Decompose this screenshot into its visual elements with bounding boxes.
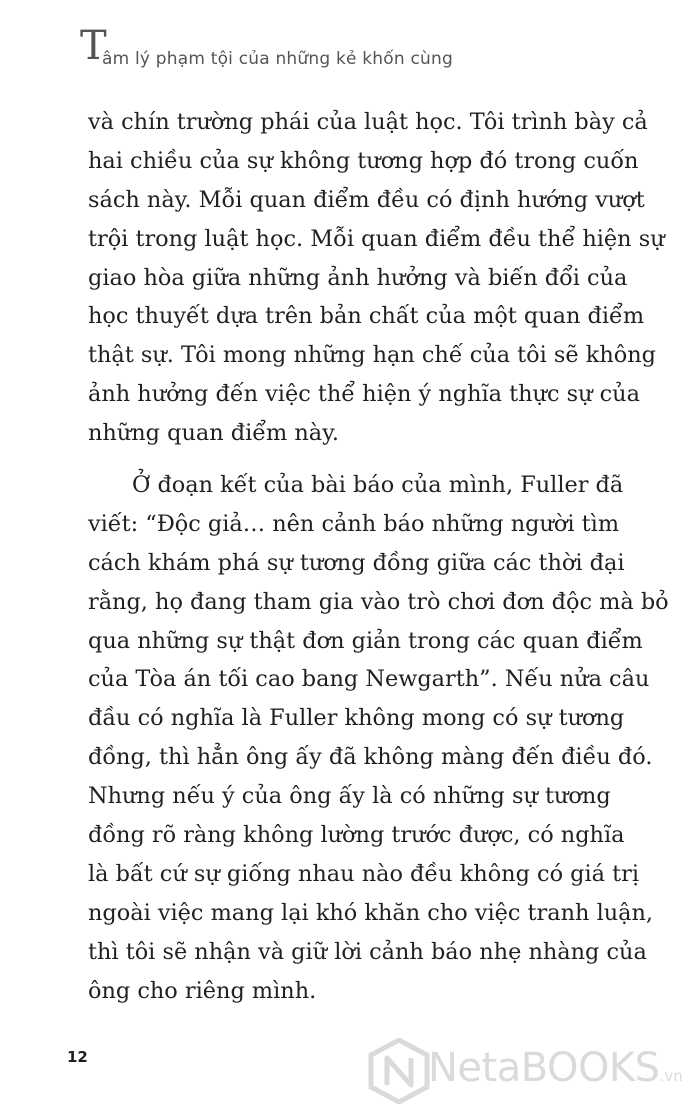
text-line: ảnh hưởng đến việc thể hiện ý nghĩa thực sự của: [88, 381, 640, 408]
text-line: qua những sự thật đơn giản trong các quan điểm: [88, 627, 643, 654]
text-line: viết: “Độc giả… nên cảnh báo những người tìm: [88, 510, 620, 537]
watermark-brand: NetaBOOKS: [428, 1045, 660, 1091]
text-line: giao hòa giữa những ảnh hưởng và biến đổi của: [88, 264, 628, 291]
text-line: của Tòa án tối cao bang Newgarth”. Nếu nửa câu: [88, 666, 650, 693]
text-line: hai chiều của sự không tương hợp đó trong cuốn: [88, 147, 639, 174]
text-line: ông cho riêng mình.: [88, 977, 317, 1004]
page-body: [88, 103, 669, 1010]
text-line: Nhưng nếu ý của ông ấy là có những sự tương: [88, 783, 611, 810]
text-line: đồng, thì hẳn ông ấy đã không màng đến điều đó.: [88, 744, 653, 771]
text-line: trội trong luật học. Mỗi quan điểm đều thể hiện sự: [88, 225, 665, 252]
watermark: [368, 1034, 698, 1104]
text-line: sách này. Mỗi quan điểm đều có định hướng vượt: [88, 186, 645, 213]
running-header-title: âm lý phạm tội của những kẻ khốn cùng: [102, 49, 453, 69]
paragraph: [88, 103, 665, 453]
text-line: rằng, họ đang tham gia vào trò chơi đơn độc mà bỏ: [88, 588, 669, 615]
running-header-initial: T: [80, 23, 107, 69]
text-line: là bất cứ sự giống nhau nào đều không có giá trị: [88, 860, 640, 887]
netabooks-logo-icon: [368, 1038, 430, 1104]
text-line: đồng rõ ràng không lường trước được, có nghĩa: [88, 822, 625, 849]
text-line: học thuyết dựa trên bản chất của một quan điểm: [88, 303, 645, 330]
text-line: đầu có nghĩa là Fuller không mong có sự tương: [88, 705, 625, 732]
text-line: thì tôi sẽ nhận và giữ lời cảnh báo nhẹ nhàng của: [88, 938, 647, 965]
text-line: thật sự. Tôi mong những hạn chế của tôi sẽ không: [88, 342, 656, 369]
running-header: [80, 23, 640, 76]
text-line: những quan điểm này.: [88, 420, 339, 447]
watermark-text: [428, 1044, 683, 1100]
watermark-suffix: .vn: [659, 1067, 683, 1085]
text-line: và chín trường phái của luật học. Tôi trình bày cả: [88, 109, 648, 135]
text-line: ngoài việc mang lại khó khăn cho việc tranh luận,: [88, 899, 654, 926]
page-number: 12: [67, 1048, 88, 1066]
text-line: Ở đoạn kết của bài báo của mình, Fuller đã: [132, 472, 624, 499]
text-line: cách khám phá sự tương đồng giữa các thời đại: [88, 549, 625, 576]
paragraph: [88, 466, 669, 1010]
